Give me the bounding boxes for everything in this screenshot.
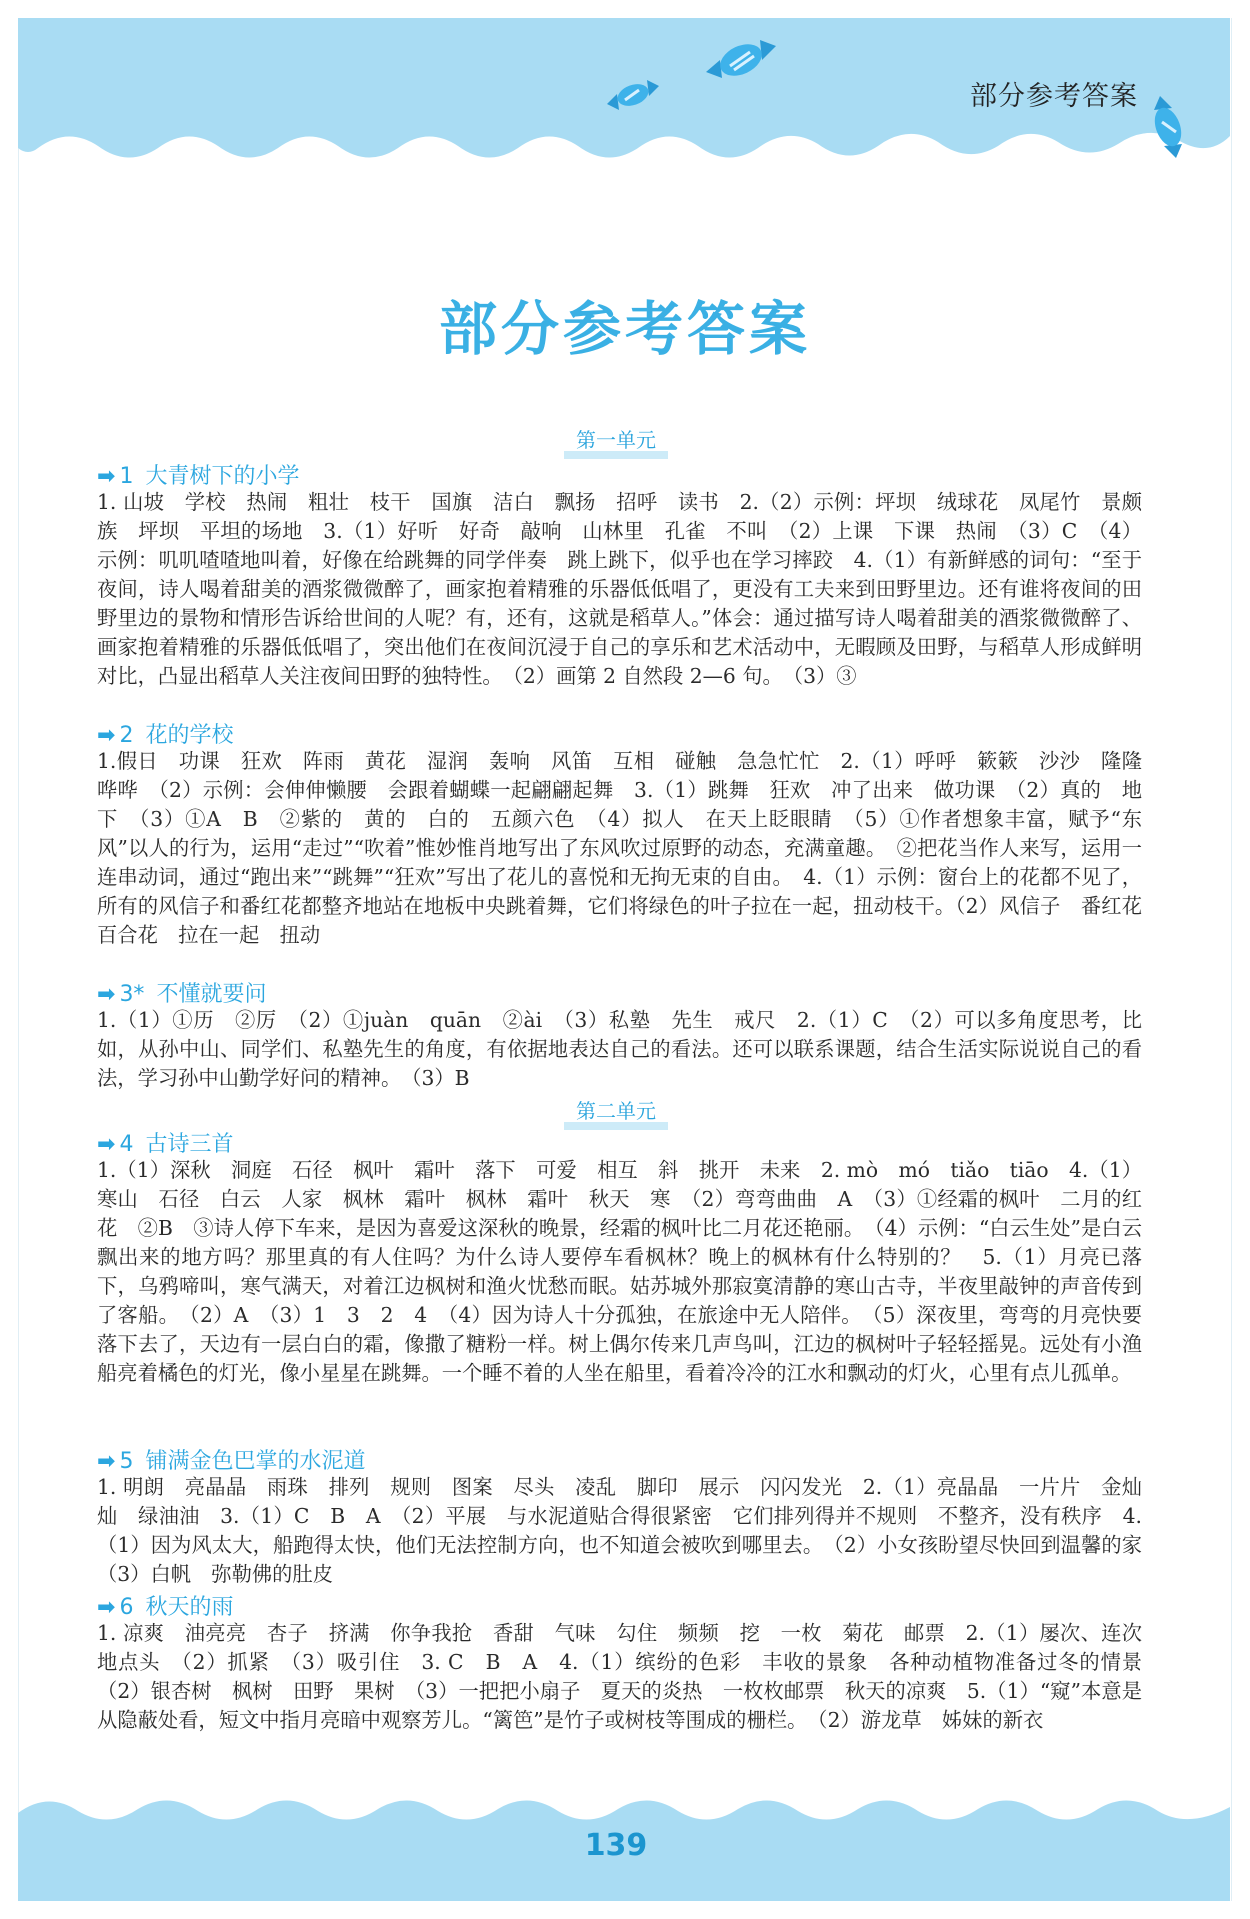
candy-icon xyxy=(603,74,663,118)
lesson-heading-2: ➡ 2 花的学校 xyxy=(97,723,234,748)
lesson-answer-6: 1. 凉爽 油亮亮 杏子 挤满 你争我抢 香甜 气味 勾住 频频 挖 一枚 菊花 邮票 2.（1）屡次、连次地点头 （2）抓紧 （3）吸引住 3. C B A 4.（1）缤纷的色彩 丰收的景象 各种动植物准备过冬的情景 （2）银杏树 枫树 田野 果树 （3）一把把小扇子 夏天的炎热 一枚枚邮票 秋天的凉爽 5.（1）“窥”本意是从隐蔽处看，短文中指月亮暗中观察芳儿。“篱笆”是竹子或树枝等围成的栅栏。 （2）游龙草 姊妹的新衣 xyxy=(97,1621,1163,1732)
lesson-heading-1: ➡ 1 大青树下的小学 xyxy=(97,464,300,489)
unit-label-2: 第二单元 xyxy=(0,1093,1232,1130)
lesson-answer-2: 1.假日 功课 狂欢 阵雨 黄花 湿润 轰响 风笛 互相 碰触 急急忙忙 2.（1）呼呼 簌簌 沙沙 隆隆 哗哗 （2）示例：会伸伸懒腰 会跟着蝴蝶一起翩翩起舞 3.（1）跳舞 狂欢 冲了出来 做功课 （2）真的 地下 （3）①A B ②紫的 黄的 白的 五颜六色 （4）拟人 在天上眨眼睛 （5）①作者想象丰富，赋予“东风”以人的行为，运用“走过”“吹着”惟妙惟肖地写出了东风吹过原野的动态，充满童趣。 ②把花当作人来写，运用一连串动词，通过“跑出来”“跳舞”“狂欢”写出了花儿的喜悦和无拘无束的自由。 4.（1）示例：窗台上的花都不见了，所有的风信子和番红花都整齐地站在地板中央跳着舞，它们将绿色的叶子拉在一起，扭动枝干。（2）风信子 番红花 百合花 拉在一起 扭动 xyxy=(97,749,1163,947)
header-wave xyxy=(18,118,1230,178)
lesson-answer-1: 1. 山坡 学校 热闹 粗壮 枝干 国旗 洁白 飘扬 招呼 读书 2.（2）示例：坪坝 绒球花 凤尾竹 景颇族 坪坝 平坦的场地 3.（1）好听 好奇 敲响 山林里 孔雀 不叫 （2）上课 下课 热闹 （3）C （4）示例：叽叽喳喳地叫着，好像在给跳舞的同学伴奏 跳上跳下，似乎也在学习摔跤 4.（1）有新鲜感的词句：“至于夜间，诗人喝着甜美的酒浆微微醉了，画家抱着精雅的乐器低低唱了，更没有工夫来到田野里边。还有谁将夜间的田野里边的景物和情形告诉给世间的人呢？有，还有，这就是稻草人。”体会：通过描写诗人喝着甜美的酒浆微微醉了、画家抱着精雅的乐器低低唱了，突出他们在夜间沉浸于自己的享乐和艺术活动中，无暇顾及田野，与稻草人形成鲜明对比，凸显出稻草人关注夜间田野的独特性。 （2）画第 2 自然段 2—6 句。 （3）③ xyxy=(97,490,1142,688)
arrow-icon: ➡ xyxy=(97,982,116,1007)
lesson-heading-6: ➡ 6 秋天的雨 xyxy=(97,1595,234,1620)
lesson-heading-5: ➡ 5 铺满金色巴掌的水泥道 xyxy=(97,1449,366,1474)
arrow-icon: ➡ xyxy=(97,1449,116,1474)
arrow-icon: ➡ xyxy=(97,723,116,748)
lesson-answer-3: 1.（1）①历 ②厉 （2）①juàn quān ②ài （3）私塾 先生 戒尺 2.（1）C （2）可以多角度思考，比如，从孙中山、同学们、私塾先生的角度，有依据地表达自己的看法。还可以联系课题，结合生活实际说说自己的看法，学习孙中山勤学好问的精神。 （3）B xyxy=(97,1008,1142,1090)
lesson-answer-4: 1.（1）深秋 洞庭 石径 枫叶 霜叶 落下 可爱 相互 斜 挑开 未来 2. mò mó tiǎo tiāo 4.（1）寒山 石径 白云 人家 枫林 霜叶 枫林 霜叶 秋天 寒 （2）弯弯曲曲 A （3）①经霜的枫叶 二月的红花 ②B ③诗人停下车来，是因为喜爱这深秋的晚景，经霜的枫叶比二月花还艳丽。 （4）示例：“白云生处”是白云飘出来的地方吗？那里真的有人住吗？为什么诗人要停车看枫林？晚上的枫林有什么特别的？ 5.（1）月亮已落下，乌鸦啼叫，寒气满天，对着江边枫树和渔火忧愁而眠。姑苏城外那寂寞清静的寒山古寺，半夜里敲钟的声音传到了客船。 （2）A （3）1 3 2 4 （4）因为诗人十分孤独，在旅途中无人陪伴。 （5）深夜里，弯弯的月亮快要落下去了，天边有一层白白的霜，像撒了糖粉一样。树上偶尔传来几声鸟叫，江边的枫树叶子轻轻摇晃。远处有小渔船亮着橘色的灯光，像小星星在跳舞。一个睡不着的人坐在船里，看着冷冷的江水和飘动的灯火，心里有点儿孤单。 xyxy=(97,1158,1142,1385)
candy-icon xyxy=(700,32,782,88)
unit-label-1: 第一单元 xyxy=(0,422,1232,459)
arrow-icon: ➡ xyxy=(97,1595,116,1620)
candy-icon xyxy=(1138,92,1198,162)
lesson-heading-4: ➡ 4 古诗三首 xyxy=(97,1132,234,1157)
header-title: 部分参考答案 xyxy=(970,81,1138,112)
page-number: 139 xyxy=(584,1828,648,1863)
lesson-heading-3: ➡ 3* 不懂就要问 xyxy=(97,982,267,1007)
page-title: 部分参考答案 xyxy=(438,295,811,363)
arrow-icon: ➡ xyxy=(97,1132,116,1157)
arrow-icon: ➡ xyxy=(97,464,116,489)
lesson-answer-5: 1. 明朗 亮晶晶 雨珠 排列 规则 图案 尽头 凌乱 脚印 展示 闪闪发光 2.（1）亮晶晶 一片片 金灿灿 绿油油 3.（1）C B A （2）平展 与水泥道贴合得很紧密 它们排列得并不规则 不整齐，没有秩序 4.（1）因为风太大，船跑得太快，他们无法控制方向，也不知道会被吹到哪里去。 （2）小女孩盼望尽快回到温馨的家 （3）白帆 弥勒佛的肚皮 xyxy=(97,1475,1163,1586)
